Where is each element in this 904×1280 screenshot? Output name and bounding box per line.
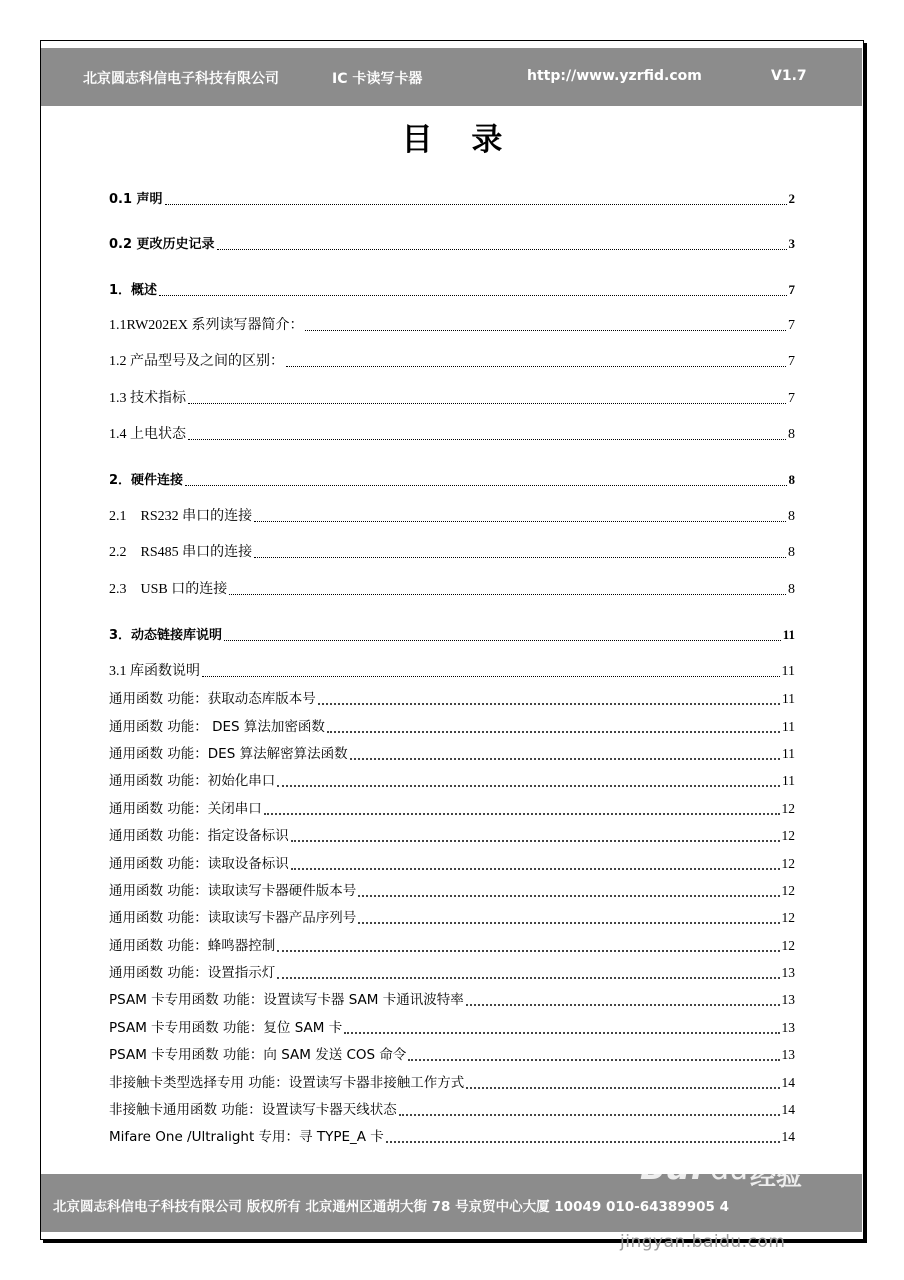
watermark-logo: Bai [640,1148,704,1188]
toc-entry-text: 0.2 更改历史记录 [109,237,215,252]
toc-entry[interactable] [109,281,795,300]
toc-entry[interactable] [109,827,795,845]
toc-entry[interactable] [109,235,795,254]
toc-entry-page: 7 [788,354,795,369]
toc-entry-page: 13 [781,992,795,1007]
dot-leader [350,757,780,760]
toc-entry[interactable] [109,772,795,790]
dot-leader [399,1113,780,1116]
toc-entry-text: 通用函数 功能：读取读写卡器产品序列号 [109,910,357,926]
toc-entry-text: PSAM 卡专用函数 功能：复位 SAM 卡 [109,1020,343,1036]
toc-entry[interactable] [109,718,795,736]
dot-leader [185,484,786,486]
toc-entry[interactable] [109,317,795,335]
toc-entry-text: 1.3 技术指标 [109,391,186,406]
toc-entry[interactable] [109,855,795,873]
toc-entry-page: 11 [782,691,795,706]
dot-leader [305,329,786,331]
toc-entry-page: 11 [782,719,795,734]
dot-leader [291,867,780,870]
toc-entry-page: 7 [788,391,795,406]
toc-entry-text: 通用函数 功能：初始化串口 [109,773,276,789]
toc-entry-page: 12 [781,883,795,898]
dot-leader [277,976,779,979]
watermark-brand: 经验 [750,1162,803,1192]
toc-entry-page: 8 [788,472,795,487]
toc-entry[interactable] [109,581,795,599]
toc-entry-page: 8 [788,582,795,597]
toc-entry-page: 14 [781,1129,795,1144]
toc-entry-page: 2 [788,191,795,206]
toc-entry[interactable] [109,1074,795,1092]
toc-entry-text: 通用函数 功能：蜂鸣器控制 [109,938,276,954]
page-title: 目 录 [401,122,517,158]
toc-entry-text: 通用函数 功能：指定设备标识 [109,828,289,844]
dot-leader [264,812,780,815]
toc-entry-page: 11 [782,627,795,642]
toc-entry[interactable] [109,626,795,645]
dot-leader [286,365,786,367]
toc-entry-text: 2．硬件连接 [109,473,184,488]
toc-entry[interactable] [109,508,795,526]
dot-leader [229,593,786,595]
toc-entry[interactable] [109,544,795,562]
toc-entry-text: 1.4 上电状态 [109,427,186,442]
toc-entry[interactable] [109,426,795,444]
dot-leader [466,1086,779,1089]
dot-leader [188,402,786,404]
toc-entry[interactable] [109,882,795,900]
toc-entry[interactable] [109,690,795,708]
toc-entry-page: 8 [788,509,795,524]
dot-leader [291,839,780,842]
toc-entry[interactable] [109,800,795,818]
dot-leader [408,1058,779,1061]
toc-entry-page: 13 [781,1047,795,1062]
toc-entry-page: 8 [788,545,795,560]
toc-entry-text: 非接触卡通用函数 功能：设置读写卡器天线状态 [109,1102,397,1118]
toc-entry-text: PSAM 卡专用函数 功能：设置读写卡器 SAM 卡通讯波特率 [109,992,464,1008]
header-version: V1.7 [771,68,807,84]
dot-leader [159,294,786,296]
dot-leader [188,438,786,440]
toc-entry-page: 12 [781,801,795,816]
toc-entry-text: 1.2 产品型号及之间的区别： [109,354,284,369]
toc-entry-page: 8 [788,427,795,442]
toc-entry[interactable] [109,353,795,371]
toc-entry-page: 12 [781,856,795,871]
toc-entry-page: 11 [781,664,795,679]
header-product: IC 卡读写卡器 [332,71,423,87]
toc-entry-text: 通用函数 功能：设置指示灯 [109,965,276,981]
dot-leader [318,702,780,705]
toc-entry-page: 7 [788,282,795,297]
paw-icon: du [710,1152,749,1187]
dot-leader [217,248,787,250]
toc-entry-text: 1.1RW202EX 系列读写器简介： [109,318,304,333]
toc-entry-page: 12 [781,910,795,925]
toc-entry[interactable] [109,964,795,982]
toc-entry[interactable] [109,991,795,1009]
dot-leader [358,921,779,924]
dot-leader [277,949,779,952]
toc-entry-text: 3.1 库函数说明 [109,664,200,679]
dot-leader [254,556,786,558]
toc-entry-page: 11 [782,746,795,761]
toc-entry[interactable] [109,1019,795,1037]
toc-entry-text: 3．动态链接库说明 [109,628,223,643]
toc-entry-page: 12 [781,828,795,843]
toc-entry[interactable] [109,745,795,763]
toc-entry-text: 1．概述 [109,283,158,298]
toc-entry-text: 通用函数 功能：关闭串口 [109,801,262,817]
footer-text: 北京圆志科信电子科技有限公司 版权所有 北京通州区通胡大街 78 号京贸中心大厦 10049 010-64389905 4 [53,1199,729,1215]
toc-entry[interactable] [109,909,795,927]
header-company: 北京圆志科信电子科技有限公司 [83,71,279,87]
toc-entry-text: 2.2 RS485 串口的连接 [109,545,253,560]
dot-leader [224,639,781,641]
toc-entry[interactable] [109,1046,795,1064]
watermark-url: jingyan.baidu.com [620,1232,786,1252]
toc-entry-text: 2.3 USB 口的连接 [109,582,228,597]
toc-entry-text: 通用函数 功能： DES 算法加密函数 [109,719,325,735]
toc-entry[interactable] [109,663,795,681]
toc-entry-page: 7 [788,318,795,333]
toc-entry-text: 通用函数 功能：读取读写卡器硬件版本号 [109,883,357,899]
toc-entry-text: 非接触卡类型选择专用 功能：设置读写卡器非接触工作方式 [109,1075,465,1091]
dot-leader [386,1140,780,1143]
toc-entry[interactable] [109,937,795,955]
baidu-jingyan-watermark [640,1148,860,1218]
toc-entry-page: 13 [781,1020,795,1035]
toc-entry-page: 12 [781,938,795,953]
dot-leader [358,894,779,897]
toc-entry[interactable] [109,190,795,209]
toc-entry-text: 通用函数 功能：读取设备标识 [109,856,289,872]
toc-entry-text: 通用函数 功能：获取动态库版本号 [109,691,316,707]
toc-entry-text: Mifare One /Ultralight 专用：寻 TYPE_A 卡 [109,1129,384,1145]
dot-leader [327,730,780,733]
toc-entry-page: 14 [781,1102,795,1117]
dot-leader [254,520,786,522]
toc-entry[interactable] [109,1128,795,1146]
toc-entry-page: 3 [788,236,795,251]
toc-entry-text: 2.1 RS232 串口的连接 [109,509,253,524]
toc-entry[interactable] [109,390,795,408]
toc-entry-text: 0.1 声明 [109,192,163,207]
toc-entry[interactable] [109,471,795,490]
toc-entry-text: 通用函数 功能：DES 算法解密算法函数 [109,746,348,762]
dot-leader [202,675,780,677]
dot-leader [466,1003,780,1006]
toc-entry-page: 14 [781,1075,795,1090]
header-url[interactable]: http://www.yzrfid.com [527,68,702,84]
dot-leader [165,203,787,205]
dot-leader [277,784,780,787]
dot-leader [344,1031,779,1034]
page-header [41,48,862,106]
toc-entry-page: 11 [782,773,795,788]
toc-entry-text: PSAM 卡专用函数 功能：向 SAM 发送 COS 命令 [109,1047,407,1063]
toc-entry[interactable] [109,1101,795,1119]
toc-entry-page: 13 [781,965,795,980]
